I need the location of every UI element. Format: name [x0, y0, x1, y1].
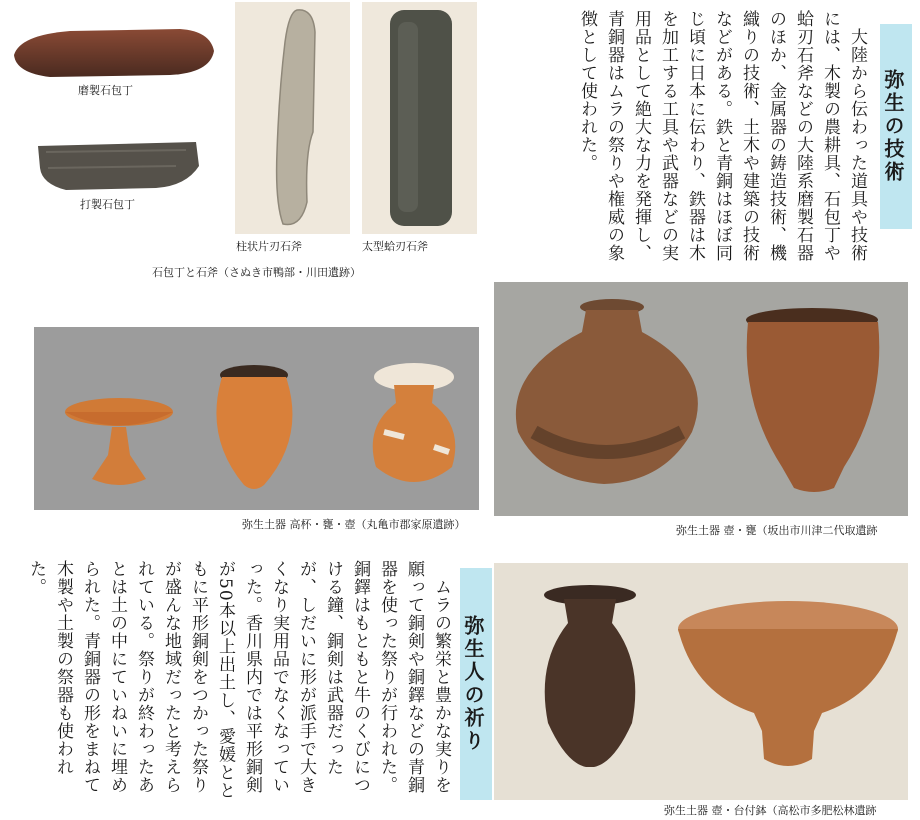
- section1-heading: 弥生の技術: [880, 24, 912, 229]
- caption-pottery-3: 弥生土器 壺・台付鉢（高松市多肥松林遺跡: [664, 804, 877, 817]
- caption-stone-tools: 石包丁と石斧（さぬき市鴨部・川田遺跡）: [152, 266, 361, 279]
- columnar-stone-axe-photo: [235, 2, 350, 234]
- caption-chipped-knife: 打製石包丁: [80, 198, 135, 211]
- section1-body: 大陸から伝わった道具や技術には、木製の農耕具、石包丁や蛤刃石斧などの大陸系磨製石器のほか、金属器の鋳造技術、機織りの技術、土木や建築の技術などがある。鉄と青銅はほぼ同じ頃に日本に伝わり、鉄器は木を加工する工具や武器などの実用品として絶大な力を発揮し、青銅器はムラの祭りや権威の象徴として使われた。: [577, 10, 867, 262]
- section2-heading: 弥生人の祈り: [460, 568, 492, 800]
- chipped-stone-knife-image: [36, 138, 201, 193]
- pottery-photo-1: [34, 327, 479, 510]
- polished-stone-knife-image: [10, 25, 216, 80]
- section2-body: ムラの繁栄と豊かな実りを願って銅剣や銅鐸などの青銅器を使った祭りが行われた。銅鐸はもともと牛のくびにつける鐘、銅剣は武器だったが、しだいに形が派手で大きくなり実用品でなくなっていった。香川県内では平形銅剣が50本以上出土し、愛媛とともに平形銅剣をつかった祭りが盛んな地域だったと考えられている。祭りが終わったあとは土の中にていねいに埋められた。青銅器の形をまねて木製や土製の祭器も使われた。: [26, 560, 451, 800]
- caption-pottery-2: 弥生土器 壺・甕（坂出市川津二代取遺跡: [676, 524, 878, 537]
- caption-thick-axe: 太型蛤刃石斧: [362, 240, 428, 253]
- pottery-photo-3: [494, 563, 908, 800]
- caption-polished-knife: 磨製石包丁: [78, 84, 133, 97]
- pottery-photo-2: [494, 282, 908, 516]
- thick-stone-axe-photo: [362, 2, 477, 234]
- caption-columnar-axe: 柱状片刃石斧: [236, 240, 302, 253]
- caption-pottery-1: 弥生土器 高杯・甕・壺（丸亀市郡家原遺跡）: [242, 518, 466, 531]
